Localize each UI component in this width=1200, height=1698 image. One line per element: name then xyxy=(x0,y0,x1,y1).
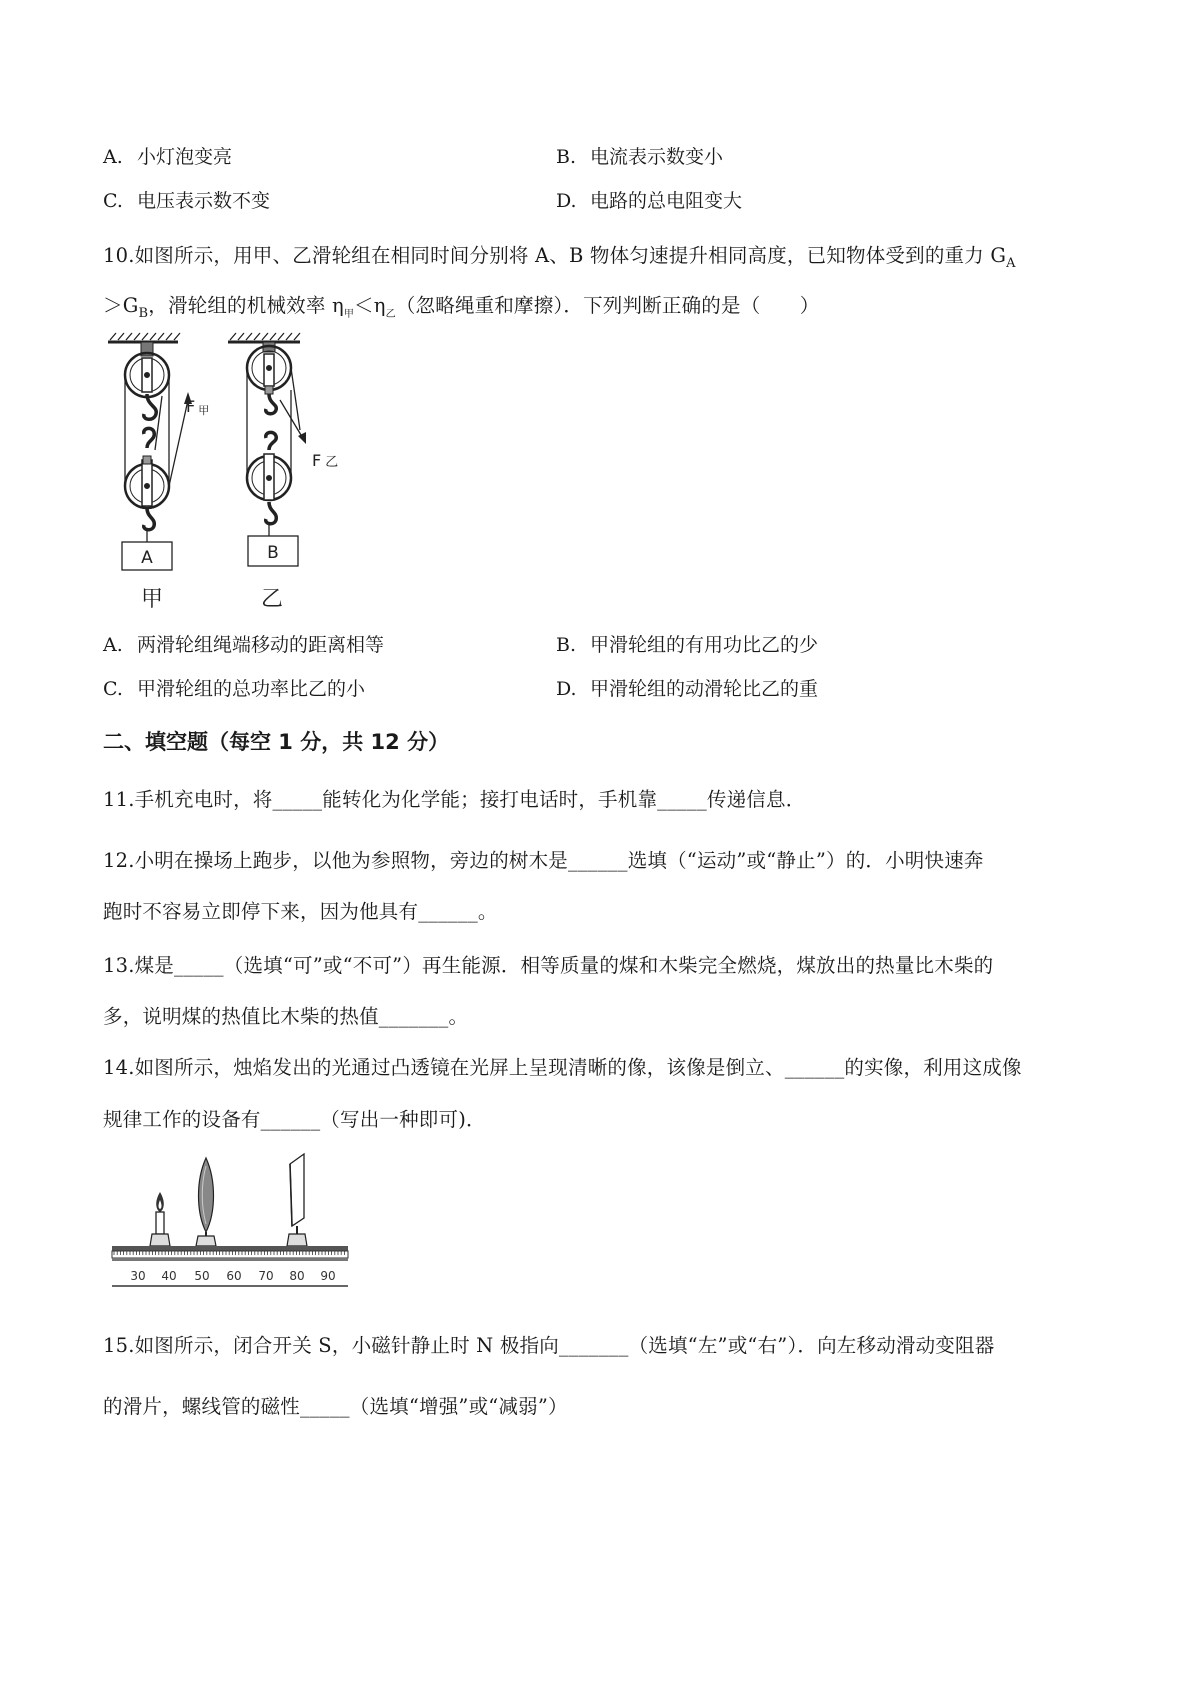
q10-option-c xyxy=(103,674,365,701)
pulley-system-jia xyxy=(125,342,192,542)
option-text: 电压表示数不变 xyxy=(137,190,271,212)
q10-option-a xyxy=(103,630,384,657)
light-screen xyxy=(287,1154,307,1246)
option-letter: D. xyxy=(556,190,577,212)
ruler-tick-label: 70 xyxy=(258,1269,274,1283)
ceiling-jia xyxy=(108,333,180,342)
option-text: 电流表示数变小 xyxy=(590,146,724,168)
option-letter: B. xyxy=(556,146,577,168)
figure-label-jia: 甲 xyxy=(140,587,164,612)
option-letter: A. xyxy=(103,146,123,168)
q15-line1: 15.如图所示，闭合开关 S，小磁针静止时 N 极指向_______（选填“左”或“右”）．向左移动滑动变阻器 xyxy=(103,1334,995,1357)
ruler-tick-label: 90 xyxy=(320,1269,336,1283)
ruler-tick-label: 30 xyxy=(130,1269,146,1283)
ruler-tick-labels xyxy=(130,1269,335,1283)
q9-option-b xyxy=(556,142,723,169)
ruler-tick-label: 40 xyxy=(161,1269,177,1283)
block-a-label: A xyxy=(141,548,153,568)
q9-option-a xyxy=(103,142,232,169)
q10-option-d xyxy=(556,674,818,701)
figure-label-yi: 乙 xyxy=(260,587,284,612)
pulley-diagram xyxy=(100,330,360,620)
q11-text: 11.手机充电时，将_____能转化为化学能；接打电话时，手机靠_____传递信息． xyxy=(103,788,806,811)
ruler-tick-label: 80 xyxy=(289,1269,305,1283)
q14-line1: 14.如图所示，烛焰发出的光通过凸透镜在光屏上呈现清晰的像，该像是倒立、______的实像，利用这成像 xyxy=(103,1056,1022,1079)
option-letter: C. xyxy=(103,190,123,212)
option-text: 甲滑轮组的总功率比乙的小 xyxy=(137,678,366,700)
optical-rail xyxy=(112,1246,348,1261)
force-yi-label: F 乙 xyxy=(312,451,339,470)
option-letter: B. xyxy=(556,634,577,656)
option-text: 电路的总电阻变大 xyxy=(590,190,743,212)
option-letter: A. xyxy=(103,634,123,656)
pulley-system-yi xyxy=(247,342,306,536)
q13-line1: 13.煤是_____（选填“可”或“不可”）再生能源．相等质量的煤和木柴完全燃烧，煤放出的热量比木柴的 xyxy=(103,954,994,977)
q9-option-d xyxy=(556,186,742,213)
optical-bench-diagram xyxy=(108,1150,353,1300)
ceiling-yi xyxy=(228,333,300,342)
convex-lens xyxy=(196,1158,216,1246)
option-letter: D. xyxy=(556,678,577,700)
option-letter: C. xyxy=(103,678,123,700)
block-b-label: B xyxy=(267,543,279,563)
q15-line2: 的滑片，螺线管的磁性_____（选填“增强”或“减弱”） xyxy=(103,1395,568,1418)
ruler-tick-label: 50 xyxy=(194,1269,210,1283)
candle xyxy=(150,1192,170,1246)
option-text: 两滑轮组绳端移动的距离相等 xyxy=(137,634,385,656)
q10-stem-line2: $>G_B$，滑轮组的机械效率 $\eta_甲<\eta_乙$（忽略绳重和摩擦）．下列判断正确的是（ ） xyxy=(103,294,820,321)
option-text: 甲滑轮组的动滑轮比乙的重 xyxy=(590,678,819,700)
q10-stem-line1: 10.如图所示，用甲、乙滑轮组在相同时间分别将 A、B 物体匀速提升相同高度，已知物体受到的重力 $G_A$ xyxy=(103,244,1016,271)
q9-option-c xyxy=(103,186,270,213)
option-text: 小灯泡变亮 xyxy=(137,146,233,168)
force-jia-label: F 甲 xyxy=(186,397,210,417)
q13-line2: 多，说明煤的热值比木柴的热值_______。 xyxy=(103,1005,469,1028)
section-heading: 二、填空题（每空 1 分，共 12 分） xyxy=(103,730,450,754)
option-text: 甲滑轮组的有用功比乙的少 xyxy=(590,634,819,656)
q12-line1: 12.小明在操场上跑步，以他为参照物，旁边的树木是______选填（“运动”或“静止”）的．小明快速奔 xyxy=(103,849,984,872)
q12-line2: 跑时不容易立即停下来，因为他具有______。 xyxy=(103,900,498,923)
q14-line2: 规律工作的设备有______（写出一种即可)． xyxy=(103,1108,486,1131)
q10-option-b xyxy=(556,630,818,657)
ruler-tick-label: 60 xyxy=(226,1269,242,1283)
